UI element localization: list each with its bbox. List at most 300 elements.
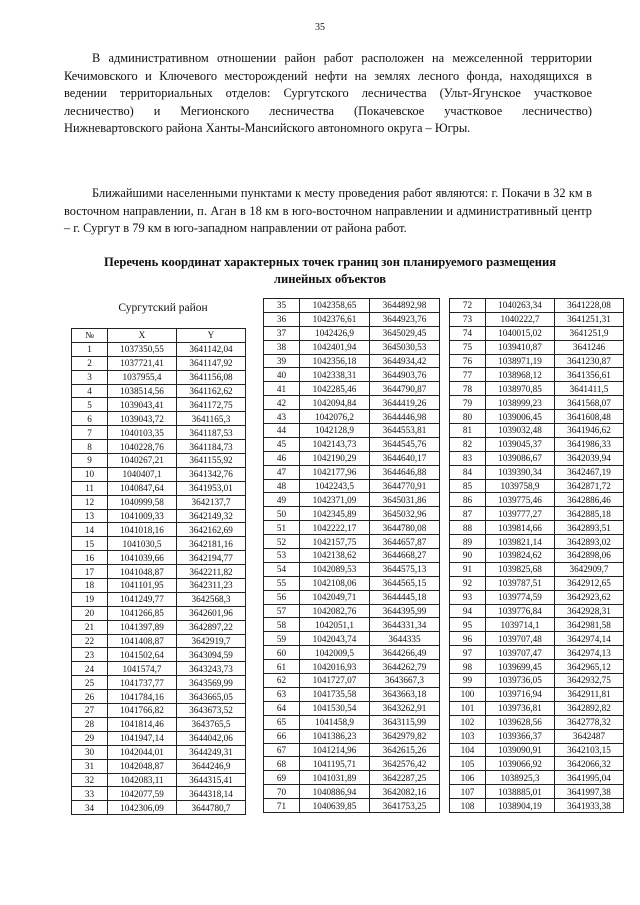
point-number: 45 — [264, 437, 300, 451]
coord-y: 3642615,26 — [370, 743, 440, 757]
point-number: 58 — [264, 618, 300, 632]
point-number: 22 — [72, 634, 108, 648]
table-row — [264, 535, 440, 549]
coord-x: 1042094,84 — [300, 396, 370, 410]
table-row — [72, 551, 246, 565]
coord-x: 1038514,56 — [108, 384, 177, 398]
coord-x: 1039045,37 — [486, 437, 555, 451]
coord-y: 3644657,87 — [370, 535, 440, 549]
table-row — [72, 606, 246, 620]
table-row — [72, 398, 246, 412]
point-number: 104 — [450, 743, 486, 757]
table-row — [450, 590, 624, 604]
coord-y: 3642066,32 — [555, 757, 624, 771]
point-number: 55 — [264, 576, 300, 590]
table-row — [264, 340, 440, 354]
coord-y: 3644318,14 — [177, 787, 246, 801]
coord-x: 1039066,92 — [486, 757, 555, 771]
coord-x: 1040639,85 — [300, 799, 370, 813]
coord-x: 1042401,94 — [300, 340, 370, 354]
table-row — [72, 787, 246, 801]
point-number: 17 — [72, 565, 108, 579]
coord-y: 3642311,23 — [177, 579, 246, 593]
point-number: 37 — [264, 326, 300, 340]
table-row — [72, 773, 246, 787]
table-row — [264, 549, 440, 563]
coord-y: 3641142,04 — [177, 342, 246, 356]
coord-y: 3645029,45 — [370, 326, 440, 340]
point-number: 21 — [72, 620, 108, 634]
table-row — [72, 454, 246, 468]
table-row — [72, 648, 246, 662]
coord-x: 1042108,06 — [300, 576, 370, 590]
coord-x: 1039410,87 — [486, 340, 555, 354]
coord-y: 3642912,65 — [555, 576, 624, 590]
table-row — [264, 590, 440, 604]
table-row — [450, 312, 624, 326]
coord-x: 1042009,5 — [300, 646, 370, 660]
coord-y: 3644266,49 — [370, 646, 440, 660]
coord-y: 3641156,08 — [177, 370, 246, 384]
coord-x: 1042345,89 — [300, 507, 370, 521]
coord-x: 1042077,59 — [108, 787, 177, 801]
coord-x: 1042143,73 — [300, 437, 370, 451]
coord-y: 3643673,52 — [177, 704, 246, 718]
point-number: 42 — [264, 396, 300, 410]
coord-y: 3642181,16 — [177, 537, 246, 551]
table-row — [450, 299, 624, 313]
coord-y: 3644903,76 — [370, 368, 440, 382]
table-row — [264, 687, 440, 701]
coord-y: 3643115,99 — [370, 715, 440, 729]
coord-x: 1039758,9 — [486, 479, 555, 493]
coord-y: 3642919,7 — [177, 634, 246, 648]
coord-x: 1041502,64 — [108, 648, 177, 662]
table-row — [72, 634, 246, 648]
header-x: X — [108, 329, 177, 343]
point-number: 51 — [264, 521, 300, 535]
table-row — [450, 646, 624, 660]
table-row — [72, 440, 246, 454]
point-number: 85 — [450, 479, 486, 493]
table-row — [450, 424, 624, 438]
coord-x: 1042426,9 — [300, 326, 370, 340]
table-row — [450, 451, 624, 465]
point-number: 76 — [450, 354, 486, 368]
point-number: 74 — [450, 326, 486, 340]
coord-y: 3641172,75 — [177, 398, 246, 412]
table-row — [264, 437, 440, 451]
coord-y: 3642979,82 — [370, 729, 440, 743]
table-row — [264, 618, 440, 632]
point-number: 27 — [72, 704, 108, 718]
coord-y: 3642909,7 — [555, 562, 624, 576]
table-row — [264, 493, 440, 507]
point-number: 97 — [450, 646, 486, 660]
table-row — [264, 424, 440, 438]
coord-y: 3644923,76 — [370, 312, 440, 326]
table-row — [450, 660, 624, 674]
point-number: 6 — [72, 412, 108, 426]
coord-y: 3642923,62 — [555, 590, 624, 604]
coord-x: 1038925,3 — [486, 771, 555, 785]
point-number: 53 — [264, 549, 300, 563]
point-number: 4 — [72, 384, 108, 398]
point-number: 68 — [264, 757, 300, 771]
point-number: 36 — [264, 312, 300, 326]
point-number: 20 — [72, 606, 108, 620]
table-row — [72, 579, 246, 593]
coord-x: 1039707,47 — [486, 646, 555, 660]
coord-x: 1042371,09 — [300, 493, 370, 507]
coord-y: 3641753,25 — [370, 799, 440, 813]
coord-x: 1040015,02 — [486, 326, 555, 340]
coord-x: 1041009,33 — [108, 509, 177, 523]
coord-x: 1039774,59 — [486, 590, 555, 604]
table-row — [264, 299, 440, 313]
coord-y: 3641165,3 — [177, 412, 246, 426]
coord-x: 1041766,82 — [108, 704, 177, 718]
point-number: 72 — [450, 299, 486, 313]
point-number: 96 — [450, 632, 486, 646]
point-number: 70 — [264, 785, 300, 799]
coord-y: 3642568,3 — [177, 592, 246, 606]
coord-y: 3642893,51 — [555, 521, 624, 535]
coord-y: 3641933,38 — [555, 799, 624, 813]
table-row — [264, 799, 440, 813]
table-row — [72, 481, 246, 495]
coord-y: 3641246 — [555, 340, 624, 354]
coord-x: 1042083,11 — [108, 773, 177, 787]
coord-x: 1042044,01 — [108, 745, 177, 759]
point-number: 80 — [450, 410, 486, 424]
coord-x: 1039736,81 — [486, 701, 555, 715]
point-number: 35 — [264, 299, 300, 313]
table-row — [450, 632, 624, 646]
coord-x: 1037350,55 — [108, 342, 177, 356]
table-row — [450, 535, 624, 549]
coord-x: 1042356,18 — [300, 354, 370, 368]
coord-y: 3644315,41 — [177, 773, 246, 787]
coord-x: 1041814,46 — [108, 717, 177, 731]
coord-y: 3641251,9 — [555, 326, 624, 340]
table-row — [264, 660, 440, 674]
coord-x: 1038885,01 — [486, 785, 555, 799]
table-row — [450, 701, 624, 715]
coord-y: 3642932,75 — [555, 674, 624, 688]
coord-y: 3641411,5 — [555, 382, 624, 396]
table-row — [264, 771, 440, 785]
point-number: 11 — [72, 481, 108, 495]
coord-x: 1041947,14 — [108, 731, 177, 745]
coord-x: 1039366,37 — [486, 729, 555, 743]
table-row — [264, 507, 440, 521]
table-row — [450, 729, 624, 743]
table-row — [72, 717, 246, 731]
point-number: 19 — [72, 592, 108, 606]
coord-y: 3644668,27 — [370, 549, 440, 563]
coord-y: 3644335 — [370, 632, 440, 646]
table-row — [450, 785, 624, 799]
coord-x: 1042157,75 — [300, 535, 370, 549]
point-number: 33 — [72, 787, 108, 801]
coord-x: 1038970,85 — [486, 382, 555, 396]
table-row — [72, 676, 246, 690]
coord-y: 3642974,14 — [555, 632, 624, 646]
coord-y: 3644934,42 — [370, 354, 440, 368]
point-number: 78 — [450, 382, 486, 396]
point-number: 57 — [264, 604, 300, 618]
coord-y: 3644565,15 — [370, 576, 440, 590]
coord-x: 1039821,14 — [486, 535, 555, 549]
coord-x: 1042243,5 — [300, 479, 370, 493]
point-number: 105 — [450, 757, 486, 771]
coord-y: 3641184,73 — [177, 440, 246, 454]
coord-y: 3643243,73 — [177, 662, 246, 676]
coord-x: 1039825,68 — [486, 562, 555, 576]
coord-y: 3641155,92 — [177, 454, 246, 468]
coord-x: 1038968,12 — [486, 368, 555, 382]
coord-y: 3645032,96 — [370, 507, 440, 521]
coord-x: 1039707,48 — [486, 632, 555, 646]
table-row — [72, 759, 246, 773]
coord-y: 3641342,76 — [177, 467, 246, 481]
point-number: 63 — [264, 687, 300, 701]
coord-y: 3642898,06 — [555, 549, 624, 563]
table-row — [264, 604, 440, 618]
point-number: 31 — [72, 759, 108, 773]
table-row — [450, 465, 624, 479]
table-row — [72, 495, 246, 509]
coord-y: 3642082,16 — [370, 785, 440, 799]
point-number: 8 — [72, 440, 108, 454]
point-number: 25 — [72, 676, 108, 690]
point-number: 59 — [264, 632, 300, 646]
point-number: 102 — [450, 715, 486, 729]
table-row — [450, 549, 624, 563]
coord-x: 1039090,91 — [486, 743, 555, 757]
coord-y: 3644780,08 — [370, 521, 440, 535]
point-number: 101 — [450, 701, 486, 715]
table-row — [264, 757, 440, 771]
table-row — [72, 384, 246, 398]
coord-y: 3642892,82 — [555, 701, 624, 715]
coord-x: 1042338,31 — [300, 368, 370, 382]
point-number: 41 — [264, 382, 300, 396]
table-row — [72, 745, 246, 759]
district-label: Сургутский район — [118, 302, 208, 314]
table-row — [450, 368, 624, 382]
coord-x: 1042376,61 — [300, 312, 370, 326]
coord-x: 1039736,05 — [486, 674, 555, 688]
table-row — [450, 799, 624, 813]
point-number: 9 — [72, 454, 108, 468]
coord-x: 1037721,41 — [108, 356, 177, 370]
coord-y: 3644445,18 — [370, 590, 440, 604]
point-number: 103 — [450, 729, 486, 743]
coord-x: 1041214,96 — [300, 743, 370, 757]
table-row — [450, 604, 624, 618]
point-number: 95 — [450, 618, 486, 632]
coord-y: 3644249,31 — [177, 745, 246, 759]
coord-x: 1041397,89 — [108, 620, 177, 634]
table-row — [264, 674, 440, 688]
coord-x: 1039086,67 — [486, 451, 555, 465]
point-number: 10 — [72, 467, 108, 481]
table-row — [264, 562, 440, 576]
point-number: 48 — [264, 479, 300, 493]
coord-x: 1042190,29 — [300, 451, 370, 465]
table-row — [72, 690, 246, 704]
table-row — [450, 493, 624, 507]
coord-x: 1039824,62 — [486, 549, 555, 563]
table-row — [450, 340, 624, 354]
coord-y: 3643667,3 — [370, 674, 440, 688]
coord-y: 3645031,86 — [370, 493, 440, 507]
point-number: 12 — [72, 495, 108, 509]
point-number: 91 — [450, 562, 486, 576]
table-row — [264, 312, 440, 326]
coordinates-table-2 — [263, 298, 440, 813]
coord-y: 3644892,98 — [370, 299, 440, 313]
point-number: 69 — [264, 771, 300, 785]
coord-y: 3641187,53 — [177, 426, 246, 440]
point-number: 67 — [264, 743, 300, 757]
table-row — [72, 537, 246, 551]
point-number: 13 — [72, 509, 108, 523]
coord-x: 1042043,74 — [300, 632, 370, 646]
point-number: 66 — [264, 729, 300, 743]
table-row — [450, 576, 624, 590]
table-row — [264, 368, 440, 382]
point-number: 49 — [264, 493, 300, 507]
coord-y: 3642487 — [555, 729, 624, 743]
coord-y: 3644780,7 — [177, 801, 246, 815]
table-row — [264, 410, 440, 424]
coord-y: 3644042,06 — [177, 731, 246, 745]
point-number: 5 — [72, 398, 108, 412]
table-row — [450, 437, 624, 451]
table-row — [450, 743, 624, 757]
coord-x: 1042048,87 — [108, 759, 177, 773]
table-row — [450, 396, 624, 410]
paragraph-location: В административном отношении район работ расположен на межселенной территории Кечимовского и Ключевого месторождений нефти на землях лесного фонда, находящихся в ведении территориальных отделов: Сургутского лесничества (Ульт-Ягунское участковое лесничество) и Мегионского лесничества (Покачевское участковое лесничество) Нижневартовского района Ханты-Мансийского автономного округа – Югры. — [64, 51, 592, 135]
point-number: 24 — [72, 662, 108, 676]
coord-y: 3643094,59 — [177, 648, 246, 662]
coord-x: 1042016,93 — [300, 660, 370, 674]
point-number: 88 — [450, 521, 486, 535]
point-number: 79 — [450, 396, 486, 410]
point-number: 40 — [264, 368, 300, 382]
table-row — [72, 467, 246, 481]
point-number: 7 — [72, 426, 108, 440]
table-row — [450, 771, 624, 785]
coord-x: 1042089,53 — [300, 562, 370, 576]
coord-x: 1040103,35 — [108, 426, 177, 440]
point-number: 84 — [450, 465, 486, 479]
coord-y: 3642778,32 — [555, 715, 624, 729]
point-number: 99 — [450, 674, 486, 688]
coord-y: 3641997,38 — [555, 785, 624, 799]
table-row — [264, 632, 440, 646]
coord-x: 1040228,76 — [108, 440, 177, 454]
table-row — [450, 521, 624, 535]
point-number: 14 — [72, 523, 108, 537]
coord-x: 1041735,58 — [300, 687, 370, 701]
point-number: 52 — [264, 535, 300, 549]
table-row — [450, 687, 624, 701]
point-number: 61 — [264, 660, 300, 674]
coord-x: 1041784,16 — [108, 690, 177, 704]
coord-x: 1039628,56 — [486, 715, 555, 729]
coord-y: 3644446,98 — [370, 410, 440, 424]
coord-x: 1041458,9 — [300, 715, 370, 729]
table-row — [450, 562, 624, 576]
coord-x: 1041266,85 — [108, 606, 177, 620]
table-header-row — [72, 329, 246, 343]
coord-y: 3643663,18 — [370, 687, 440, 701]
table-row — [264, 479, 440, 493]
point-number: 44 — [264, 424, 300, 438]
coord-y: 3642885,18 — [555, 507, 624, 521]
table-row — [264, 465, 440, 479]
point-number: 38 — [264, 340, 300, 354]
coord-x: 1042177,96 — [300, 465, 370, 479]
point-number: 18 — [72, 579, 108, 593]
table-row — [72, 731, 246, 745]
table-row — [450, 479, 624, 493]
coord-y: 3642928,31 — [555, 604, 624, 618]
table-row — [72, 523, 246, 537]
coord-x: 1040222,7 — [486, 312, 555, 326]
coord-x: 1041048,87 — [108, 565, 177, 579]
coord-x: 1041101,95 — [108, 579, 177, 593]
coord-x: 1039777,27 — [486, 507, 555, 521]
coord-y: 3642576,42 — [370, 757, 440, 771]
coord-y: 3644770,91 — [370, 479, 440, 493]
page-number: 35 — [315, 22, 325, 33]
coord-y: 3641946,62 — [555, 424, 624, 438]
coord-x: 1041386,23 — [300, 729, 370, 743]
coord-y: 3641162,62 — [177, 384, 246, 398]
table-row — [264, 576, 440, 590]
table-row — [72, 426, 246, 440]
coord-x: 1039043,72 — [108, 412, 177, 426]
coord-y: 3641986,33 — [555, 437, 624, 451]
point-number: 29 — [72, 731, 108, 745]
coord-x: 1042049,71 — [300, 590, 370, 604]
coord-y: 3642981,58 — [555, 618, 624, 632]
point-number: 43 — [264, 410, 300, 424]
point-number: 65 — [264, 715, 300, 729]
coord-x: 1037955,4 — [108, 370, 177, 384]
table-row — [264, 743, 440, 757]
coord-y: 3641230,87 — [555, 354, 624, 368]
coordinates-table-3 — [449, 298, 624, 813]
point-number: 28 — [72, 717, 108, 731]
coord-y: 3641608,48 — [555, 410, 624, 424]
coord-x: 1039787,51 — [486, 576, 555, 590]
coord-y: 3645030,53 — [370, 340, 440, 354]
coord-y: 3642886,46 — [555, 493, 624, 507]
table-row — [450, 410, 624, 424]
table-row — [264, 729, 440, 743]
coord-x: 1041574,7 — [108, 662, 177, 676]
table-row — [264, 326, 440, 340]
coord-x: 1038971,19 — [486, 354, 555, 368]
point-number: 23 — [72, 648, 108, 662]
coord-y: 3641356,61 — [555, 368, 624, 382]
